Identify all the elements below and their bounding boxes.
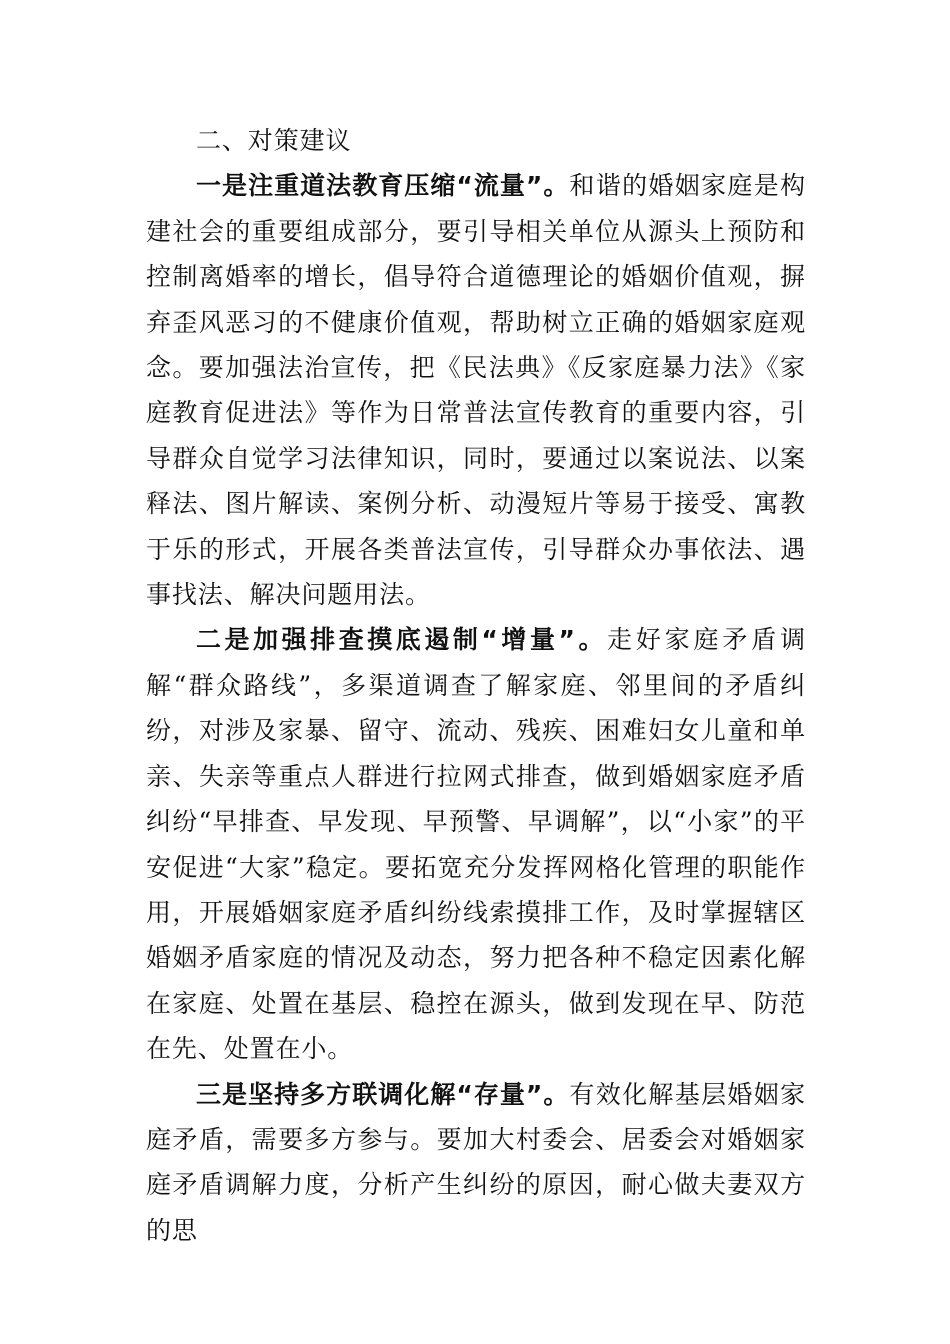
paragraph-2 <box>146 617 806 1071</box>
section-heading: 二、对策建议 <box>196 126 352 155</box>
paragraph-3 <box>146 1072 806 1254</box>
document-body <box>146 118 806 1253</box>
paragraph-1-body: 和谐的婚姻家庭是构建社会的重要组成部分，要引导相关单位从源头上预防和控制离婚率的增长，倡导符合道德理论的婚姻价值观，摒弃歪风恶习的不健康价值观，帮助树立正确的婚姻家庭观念。要加强法治宣传，把《民法典》《反家庭暴力法》《家庭教育促进法》等作为日常普法宣传教育的重要内容，引导群众自觉学习法律知识，同时，要通过以案说法、以案释法、图片解读、案例分析、动漫短片等易于接受、寓教于乐的形式，开展各类普法宣传，引导群众办事依法、遇事找法、解决问题用法。 <box>146 171 806 610</box>
paragraph-3-body: 有效化解基层婚姻家庭矛盾，需要多方参与。要加大村委会、居委会对婚姻家庭矛盾调解力度，分析产生纠纷的原因，耐心做夫妻双方的思 <box>146 1079 806 1245</box>
paragraph-3-lead: 三是坚持多方联调化解“存量”。 <box>196 1079 570 1109</box>
paragraph-1 <box>146 163 806 617</box>
paragraph-2-lead: 二是加强排查摸底遏制“增量”。 <box>196 625 608 655</box>
paragraph-2-body: 走好家庭矛盾调解“群众路线”，多渠道调查了解家庭、邻里间的矛盾纠纷，对涉及家暴、留守、流动、残疾、困难妇女儿童和单亲、失亲等重点人群进行拉网式排查，做到婚姻家庭矛盾纠纷“早排查、早发现、早预警、早调解”，以“小家”的平安促进“大家”稳定。要拓宽充分发挥网格化管理的职能作用，开展婚姻家庭矛盾纠纷线索摸排工作，及时掌握辖区婚姻矛盾家庭的情况及动态，努力把各种不稳定因素化解在家庭、处置在基层、稳控在源头，做到发现在早、防范在先、处置在小。 <box>146 625 806 1064</box>
paragraph-1-lead: 一是注重道法教育压缩“流量”。 <box>196 171 570 201</box>
